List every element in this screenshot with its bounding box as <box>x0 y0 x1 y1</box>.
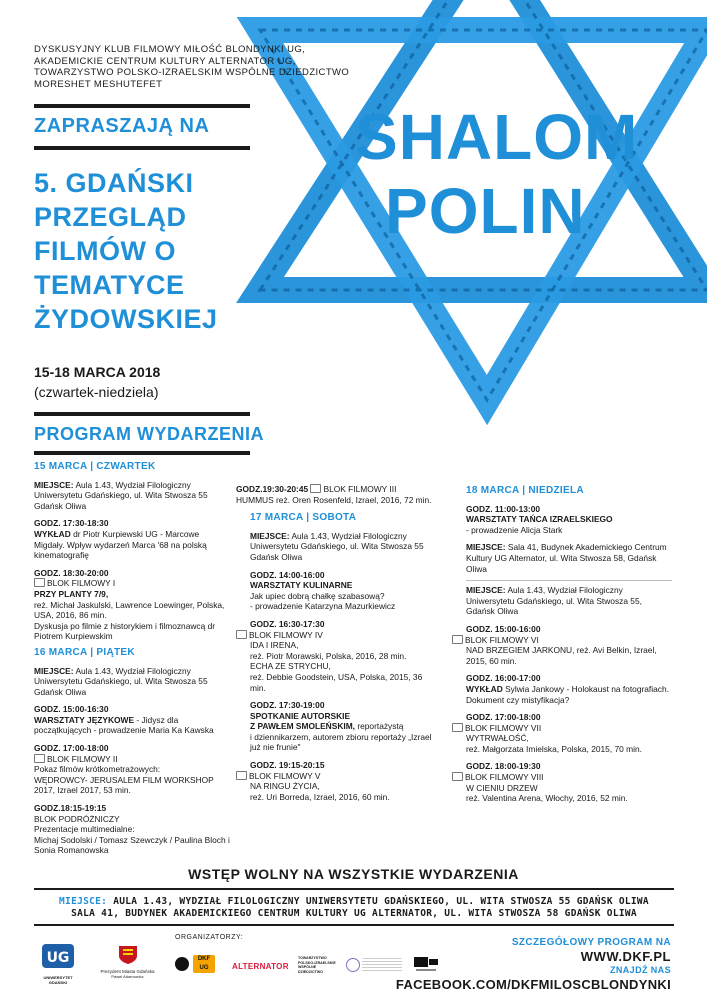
event-item: GODZ. 17:00-18:00 BLOK FILMOWY VII WYTRWAŁOŚĆ, reż. Małgorzata Imielska, Polska, 2015, 70 min. <box>452 712 672 754</box>
film-icon <box>452 723 463 732</box>
day-heading: 18 MARCA | NIEDZIELA <box>466 485 584 496</box>
festival-logo <box>412 955 440 977</box>
divider <box>34 451 250 455</box>
program-column-3: 18 MARCA | NIEDZIELA GODZ. 11:00-13:00 WARSZTATY TAŃCA IZRAELSKIEGO - prowadzenie Alicja Stark MIEJSCE: Sala 41, Budynek Akademickiego Centrum Kultury UG Alternator, ul. Wita Stwosza 58, Gdańsk Oliwa MIEJSCE: Aula 1.43, Wydział Filologiczny Uniwersytetu Gdańskiego, ul. Wita Stwosza 55, Gdańsk Oliwa GODZ. 15:00-16:00 BLOK FILMOWY VI NAD BRZEGIEM JARKONU, reż. Avi Belkin, Izrael, 2015, 60 min. GODZ. 16:00-17:00 WYKŁAD Sylwia Jankowy - Holokaust na fotografiach. Dokument czy mistyfikacja? GODZ. 17:00-18:00 BLOK FILMOWY VII WYTRWAŁOŚĆ, reż. Małgorzata Imielska, Polska, 2015, 70 min. GODZ. 18:00-19:30 BLOK FILMOWY VIII W CIENIU DRZEW reż. Valentina Arena, Włochy, 2016, 52 min. <box>452 486 672 804</box>
film-icon <box>310 484 321 493</box>
event-item: GODZ. 17:30-19:00 SPOTKANIE AUTORSKIE Z PAWŁEM SMOLEŃSKIM, reportażystą i dziennikarzem, autorem zbioru reportaży „Izrael już nie frunie" <box>250 700 432 753</box>
event-item: GODZ. 18:00-19:30 BLOK FILMOWY VIII W CIENIU DRZEW reż. Valentina Arena, Włochy, 2016, 52 min. <box>452 761 672 803</box>
day-heading: 16 MARCA | PIĄTEK <box>34 646 135 658</box>
partner-logo <box>346 958 360 972</box>
event-item: GODZ. 17:00-18:00 BLOK FILMOWY II Pokaz filmów krótkometrażowych: WĘDROWCY- JERUSALEM FILM WORKSHOP 2017, Izrael 2017, 53 min. <box>34 743 214 796</box>
program-column-1: 15 MARCA | CZWARTEK MIEJSCE: Aula 1.43, Wydział Filologiczny Uniwersytetu Gdańskiego, ul. Wita Stwosza 55 Gdańsk Oliwa GODZ. 17:30-18:30 WYKŁAD dr Piotr Kurpiewski UG - Marcowe Migdały. Wpływ wydarzeń Marca '68 na polską kinematografię GODZ. 18:30-20:00 BLOK FILMOWY I PRZY PLANTY 7/9, reż. Michał Jaskulski, Lawrence Loewinger, Polska, USA, 2016, 86 min. Dyskusja po filmie z historykiem i filmoznawcą dr Piotrem Kurpiewskim 16 MARCA | PIĄTEK MIEJSCE: Aula 1.43, Wydział Filologiczny Uniwersytetu Gdańskiego, ul. Wita Stwosza 55 Gdańsk Oliwa GODZ. 15:00-16:30 WARSZTATY JĘZYKOWE - Jidysz dla początkujących - prowadzenie Maria Ka Kawska GODZ. 17:00-18:00 BLOK FILMOWY II Pokaz filmów krótkometrażowych: WĘDROWCY- JERUSALEM FILM WORKSHOP 2017, Izrael 2017, 53 min. GODZ.18:15-19:15 BLOK PODRÓŻNICZY Prezentacje multimedialne: Michaj Sodolski / Tomasz Szewczyk / Paulina Bloch i Sonia Romanowska <box>34 461 230 856</box>
city-logo: Prezydent Miasta Gdańska Paweł Adamowicz <box>100 944 155 984</box>
organizers-label: ORGANIZATORZY: <box>175 934 244 941</box>
divider <box>34 104 250 108</box>
free-entry-text: WSTĘP WOLNY NA WSZYSTKIE WYDARZENIA <box>188 866 519 882</box>
event-days: (czwartek-niedziela) <box>34 384 159 400</box>
svg-text:UG: UG <box>46 950 70 966</box>
film-reel-logo <box>175 957 189 971</box>
event-item: GODZ. 16:30-17:30 BLOK FILMOWY IV IDA I IRENA, reż. Piotr Morawski, Polska, 2016, 28 min. ECHA ZE STRYCHU, reż. Debbie Goodstein, USA, Polska, 2015, 36 min. <box>236 619 436 693</box>
facebook-link[interactable]: FACEBOOK.COM/DKFMILOSCBLONDYNKI <box>395 977 671 992</box>
alternator-logo: ALTERNATOR <box>232 962 289 971</box>
website-link[interactable]: WWW.DKF.PL <box>580 949 671 964</box>
divider <box>34 146 250 150</box>
film-icon <box>236 630 247 639</box>
event-dates: 15-18 MARCA 2018 <box>34 364 161 380</box>
day-heading: 15 MARCA | CZWARTEK <box>34 461 156 472</box>
day-heading: 17 MARCA | SOBOTA <box>250 512 357 524</box>
program-more-text: SZCZEGÓŁOWY PROGRAM NA <box>511 937 671 948</box>
event-item: GODZ. 16:00-17:00 WYKŁAD Sylwia Jankowy - Holokaust na fotografiach. Dokument czy mistyfikacja? <box>466 673 669 705</box>
event-item: GODZ.18:15-19:15 BLOK PODRÓŻNICZY Prezentacje multimedialne: Michaj Sodolski / Tomasz Szewczyk / Paulina Bloch i Sonia Romanowska <box>34 803 230 856</box>
divider <box>34 412 250 416</box>
film-icon <box>236 771 247 780</box>
tow-logo: TOWARZYSTWO POLSKO-IZRAELSKIE WSPÓLNE DZIEDZICTWO <box>298 956 336 974</box>
event-title: 5. GDAŃSKI PRZEGLĄD FILMÓW O TEMATYCE ŻYDOWSKIEJ <box>34 168 218 334</box>
event-item: GODZ. 11:00-13:00 WARSZTATY TAŃCA IZRAELSKIEGO - prowadzenie Alicja Stark <box>466 503 613 535</box>
invite-text: ZAPRASZAJĄ NA <box>34 115 210 137</box>
ug-logo: UG UNIWERSYTET GDAŃSKI <box>38 942 78 982</box>
dkf-logo: DKF UG <box>193 955 215 973</box>
find-us-text: ZNAJDŹ NAS <box>609 965 671 975</box>
venue-block: MIEJSCE: AULA 1.43, WYDZIAŁ FILOLOGICZNY UNIWERSYTETU GDAŃSKIEGO, UL. WITA STWOSZA 55 GDAŃSK OLIWA SALA 41, BUDYNEK AKADEMICKIEGO CENTRUM KULTURY UG ALTERNATOR, UL. WITA STWOSZA 58 GDAŃSK OLIWA <box>59 896 649 919</box>
divider <box>34 924 674 926</box>
program-title: PROGRAM WYDARZENIA <box>34 424 264 444</box>
film-icon <box>34 578 45 587</box>
event-item: GODZ. 18:30-20:00 BLOK FILMOWY I PRZY PLANTY 7/9, reż. Michał Jaskulski, Lawrence Loewinger, Polska, USA, 2016, 86 min. Dyskusja po filmie z historykiem i filmoznawcą dr Piotrem Kurpiewskim <box>34 567 225 642</box>
film-icon <box>452 635 463 644</box>
event-item: GODZ. 17:30-18:30 WYKŁAD dr Piotr Kurpiewski UG - Marcowe Migdały. Wpływ wydarzeń Marca '68 na polską kinematografię <box>34 518 207 561</box>
program-column-2: GODZ.19:30-20:45 BLOK FILMOWY III HUMMUS reż. Oren Rosenfeld, Izrael, 2016, 72 min. 17 MARCA | SOBOTA MIEJSCE: Aula 1.43, Wydział Filologiczny Uniwersytetu Gdańskiego, ul. Wita Stwosza 55 Gdańsk Oliwa GODZ. 14:00-16:00 WARSZTATY KULINARNE Jak upiec dobrą chałkę szabasową? - prowadzenie Katarzyna Mazurkiewicz GODZ. 16:30-17:30 BLOK FILMOWY IV IDA I IRENA, reż. Piotr Morawski, Polska, 2016, 28 min. ECHA ZE STRYCHU, reż. Debbie Goodstein, USA, Polska, 2015, 36 min. GODZ. 17:30-19:00 SPOTKANIE AUTORSKIE Z PAWŁEM SMOLEŃSKIM, reportażystą i dziennikarzem, autorem zbioru reportaży „Izrael już nie frunie" GODZ. 19:15-20:15 BLOK FILMOWY V NA RINGU ŻYCIA, reż. Uri Borreda, Izrael, 2016, 60 min. <box>236 484 436 802</box>
event-item: GODZ. 15:00-16:00 BLOK FILMOWY VI NAD BRZEGIEM JARKONU, reż. Avi Belkin, Izrael, 2015, 60 min. <box>452 624 672 666</box>
film-icon <box>452 772 463 781</box>
divider <box>466 580 672 581</box>
event-item: GODZ. 14:00-16:00 WARSZTATY KULINARNE Jak upiec dobrą chałkę szabasową? - prowadzenie Katarzyna Mazurkiewicz <box>250 569 396 612</box>
event-item: GODZ. 19:15-20:15 BLOK FILMOWY V NA RINGU ŻYCIA, reż. Uri Borreda, Izrael, 2016, 60 min. <box>236 760 436 802</box>
film-icon <box>34 754 45 763</box>
logo-title: SHALOM POLIN <box>355 101 639 247</box>
organizers-text: DYSKUSYJNY KLUB FILMOWY MIŁOŚĆ BLONDYNKI UG, AKADEMICKIE CENTRUM KULTURY ALTERNATOR UG, TOWARZYSTWO POLSKO-IZRAELSKIM WSPÓLNE DZIEDZICTWO MORESHET MESHUTEFET <box>34 44 350 90</box>
event-item: GODZ.19:30-20:45 BLOK FILMOWY III HUMMUS reż. Oren Rosenfeld, Izrael, 2016, 72 min. <box>236 484 432 505</box>
partner-text-logo <box>362 958 402 972</box>
event-item: GODZ. 15:00-16:30 WARSZTATY JĘZYKOWE - Jidysz dla początkujących - prowadzenie Maria Ka Kawska <box>34 704 214 736</box>
divider <box>34 888 674 890</box>
